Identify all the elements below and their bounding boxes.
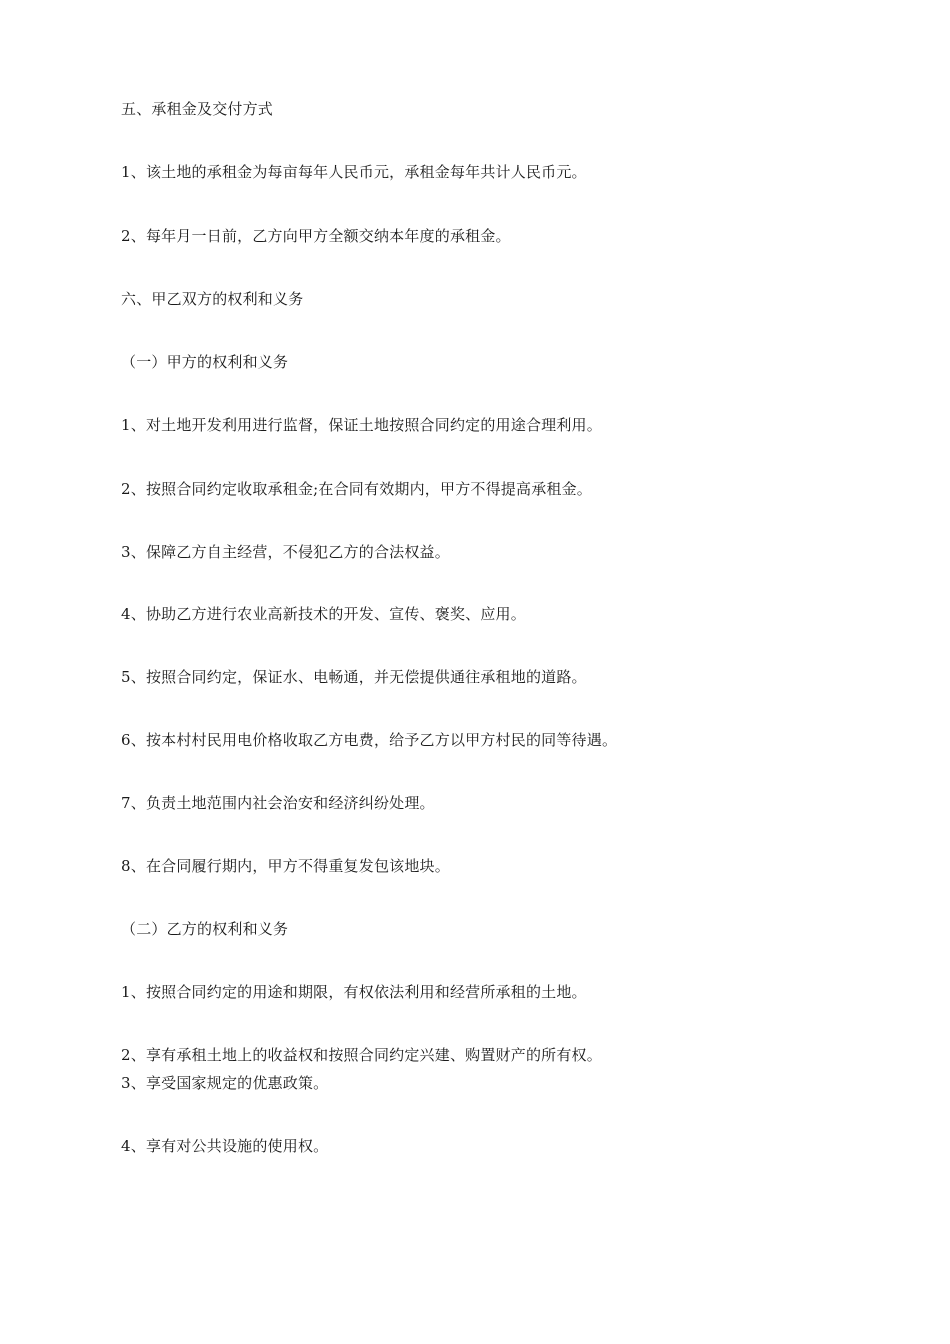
party-a-clause-1: 1、对土地开发利用进行监督，保证土地按照合同约定的用途合理利用。	[121, 416, 602, 434]
party-a-clause-5: 5、按照合同约定，保证水、电畅通，并无偿提供通往承租地的道路。	[121, 668, 587, 686]
party-b-clause-3: 3、享受国家规定的优惠政策。	[121, 1074, 329, 1092]
party-a-clause-2: 2、按照合同约定收取承租金;在合同有效期内，甲方不得提高承租金。	[121, 480, 593, 498]
party-a-clause-4: 4、协助乙方进行农业高新技术的开发、宣传、褒奖、应用。	[121, 605, 526, 623]
clause-rent-payment-date: 2、每年月一日前，乙方向甲方全额交纳本年度的承租金。	[121, 227, 511, 245]
party-b-clause-4: 4、享有对公共设施的使用权。	[121, 1137, 329, 1155]
party-a-clause-7: 7、负责土地范围内社会治安和经济纠纷处理。	[121, 794, 435, 812]
subsection-heading-party-b: （二）乙方的权利和义务	[121, 920, 289, 938]
party-b-clause-1: 1、按照合同约定的用途和期限，有权依法利用和经营所承租的土地。	[121, 983, 587, 1001]
party-a-clause-8: 8、在合同履行期内，甲方不得重复发包该地块。	[121, 857, 450, 875]
party-a-clause-6: 6、按本村村民用电价格收取乙方电费，给予乙方以甲方村民的同等待遇。	[121, 731, 618, 749]
section-heading-6: 六、甲乙双方的权利和义务	[121, 290, 304, 308]
section-heading-5: 五、承租金及交付方式	[121, 100, 274, 118]
party-a-clause-3: 3、保障乙方自主经营，不侵犯乙方的合法权益。	[121, 543, 450, 561]
clause-rent-amount: 1、该土地的承租金为每亩每年人民币元，承租金每年共计人民币元。	[121, 163, 587, 181]
party-b-clause-2: 2、享有承租土地上的收益权和按照合同约定兴建、购置财产的所有权。	[121, 1046, 602, 1064]
subsection-heading-party-a: （一）甲方的权利和义务	[121, 353, 289, 371]
